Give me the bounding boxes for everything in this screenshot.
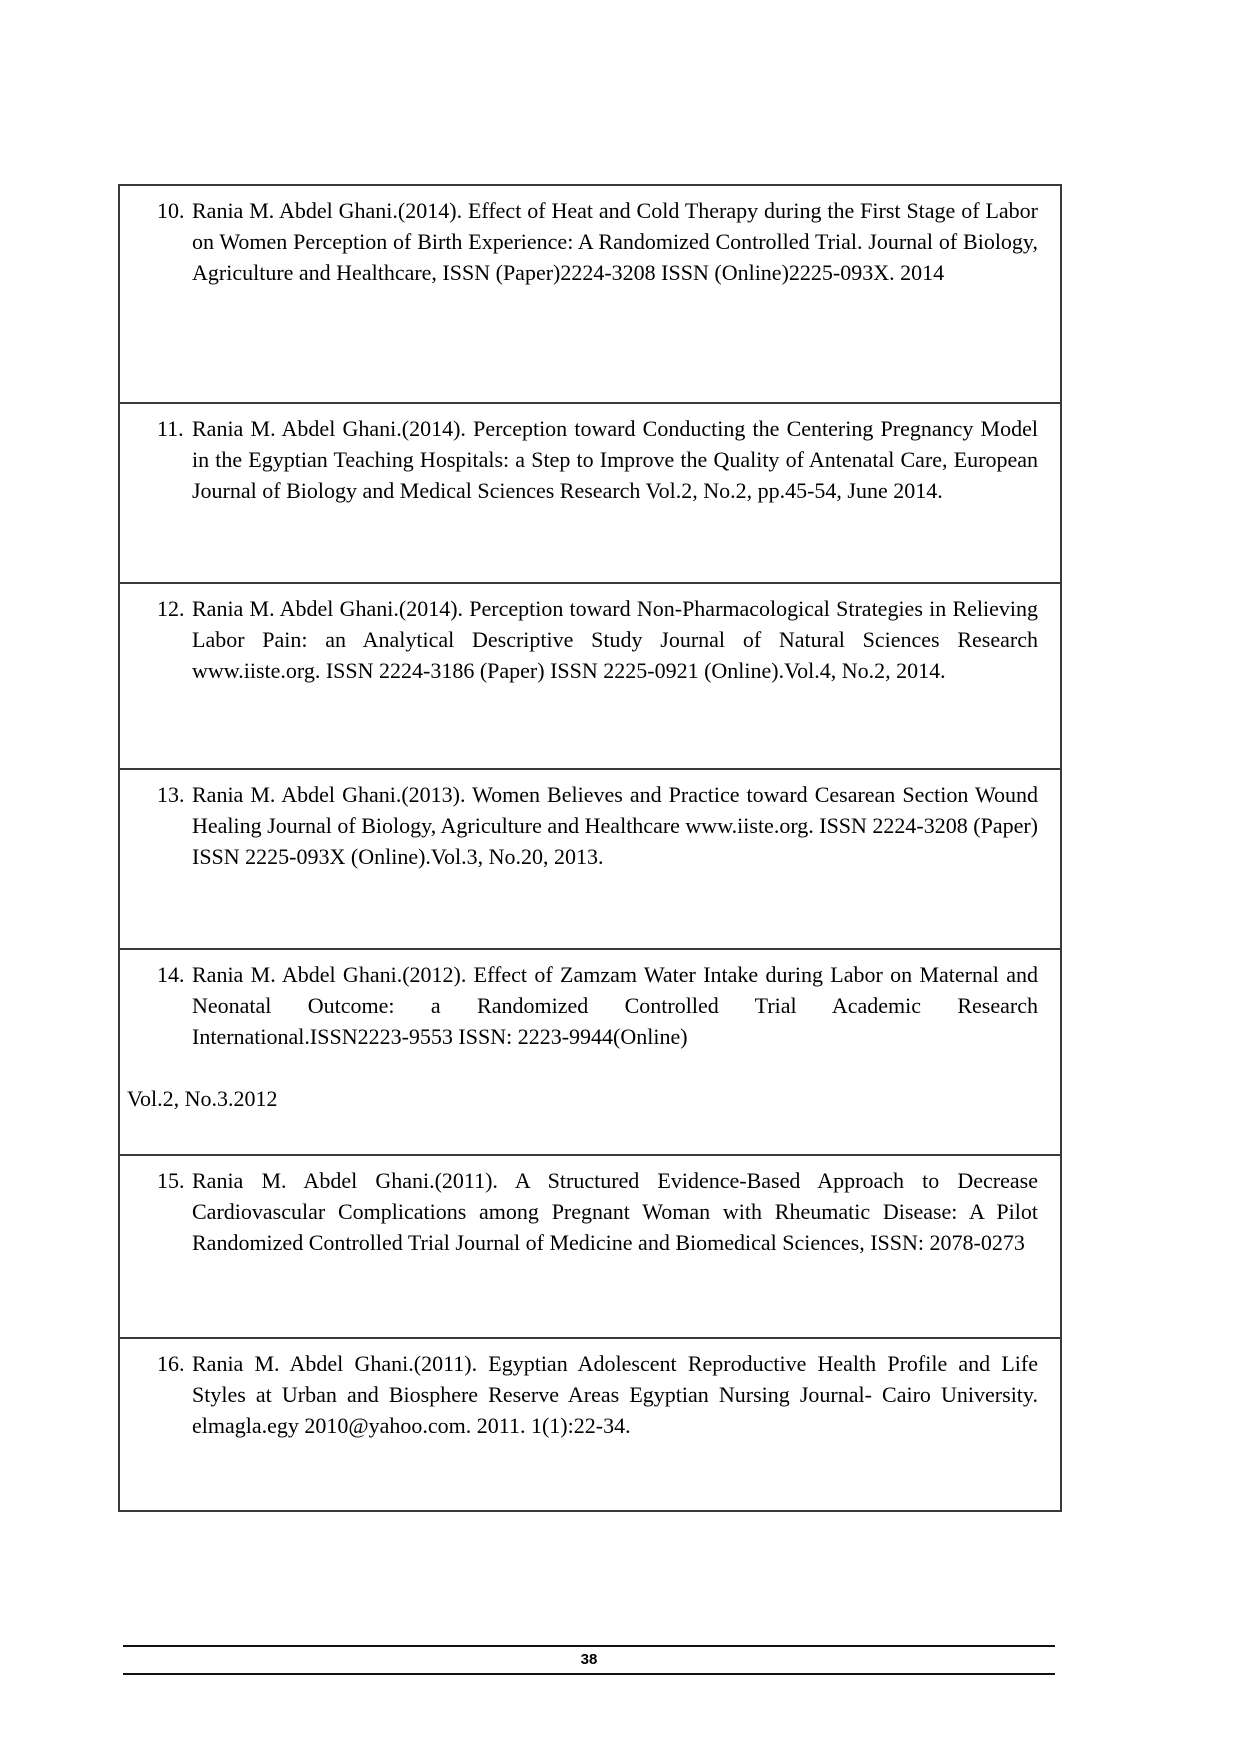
reference-text: Rania M. Abdel Ghani.(2011). Egyptian Adolescent Reproductive Health Profile and Life Styles at Urban and Biosphere Reserve Areas Egyptian Nursing Journal- Cairo University. elmagla.egy 2010@yahoo.com. 2011. 1(1):22-34.	[192, 1351, 1038, 1438]
reference-entry	[120, 770, 1060, 872]
reference-text: Rania M. Abdel Ghani.(2014). Perception toward Non-Pharmacological Strategies in Relieving Labor Pain: an Analytical Descriptive Study Journal of Natural Sciences Research www.iiste.org. ISSN 2224-3186 (Paper) ISSN 2225-0921 (Online).Vol.4, No.2, 2014.	[192, 596, 1038, 683]
reference-number: 11.	[157, 416, 184, 441]
table-row	[120, 948, 1060, 1154]
publications-table	[118, 184, 1062, 1512]
reference-number: 13.	[157, 782, 185, 807]
reference-text: Rania M. Abdel Ghani.(2012). Effect of Zamzam Water Intake during Labor on Maternal and Neonatal Outcome: a Randomized Controlled Trial Academic Research International.ISSN2223-9553 ISSN: 2223-9944(Online)	[192, 962, 1038, 1049]
reference-number: 15.	[157, 1168, 185, 1193]
table-row	[120, 402, 1060, 582]
reference-number: 10.	[157, 198, 185, 223]
reference-entry	[120, 186, 1060, 288]
reference-number: 12.	[157, 596, 185, 621]
reference-text: Rania M. Abdel Ghani.(2014). Effect of Heat and Cold Therapy during the First Stage of Labor on Women Perception of Birth Experience: A Randomized Controlled Trial. Journal of Biology, Agriculture and Healthcare, ISSN (Paper)2224-3208 ISSN (Online)2225-093X. 2014	[192, 198, 1038, 285]
page-number: 38	[580, 1651, 598, 1668]
reference-entry	[120, 404, 1060, 506]
page-footer	[123, 1645, 1055, 1675]
reference-entry	[120, 1339, 1060, 1441]
table-row	[120, 582, 1060, 768]
reference-text: Rania M. Abdel Ghani.(2014). Perception toward Conducting the Centering Pregnancy Model in the Egyptian Teaching Hospitals: a Step to Improve the Quality of Antenatal Care, European Journal of Biology and Medical Sciences Research Vol.2, No.2, pp.45-54, June 2014.	[192, 416, 1038, 503]
table-row	[120, 768, 1060, 948]
reference-entry	[120, 1156, 1060, 1258]
reference-text-continuation: Vol.2, No.3.2012	[127, 1086, 278, 1111]
reference-text: Rania M. Abdel Ghani.(2013). Women Believes and Practice toward Cesarean Section Wound Healing Journal of Biology, Agriculture and Healthcare www.iiste.org. ISSN 2224-3208 (Paper) ISSN 2225-093X (Online).Vol.3, No.20, 2013.	[192, 782, 1039, 869]
reference-number: 14.	[157, 962, 185, 987]
reference-text: Rania M. Abdel Ghani.(2011). A Structured Evidence-Based Approach to Decrease Cardiovascular Complications among Pregnant Woman with Rheumatic Disease: A Pilot Randomized Controlled Trial Journal of Medicine and Biomedical Sciences, ISSN: 2078-0273	[192, 1168, 1038, 1255]
reference-entry	[120, 950, 1060, 1052]
table-row	[120, 1337, 1060, 1510]
reference-number: 16.	[157, 1351, 185, 1376]
reference-entry	[120, 584, 1060, 686]
table-row	[120, 186, 1060, 402]
table-row	[120, 1154, 1060, 1337]
